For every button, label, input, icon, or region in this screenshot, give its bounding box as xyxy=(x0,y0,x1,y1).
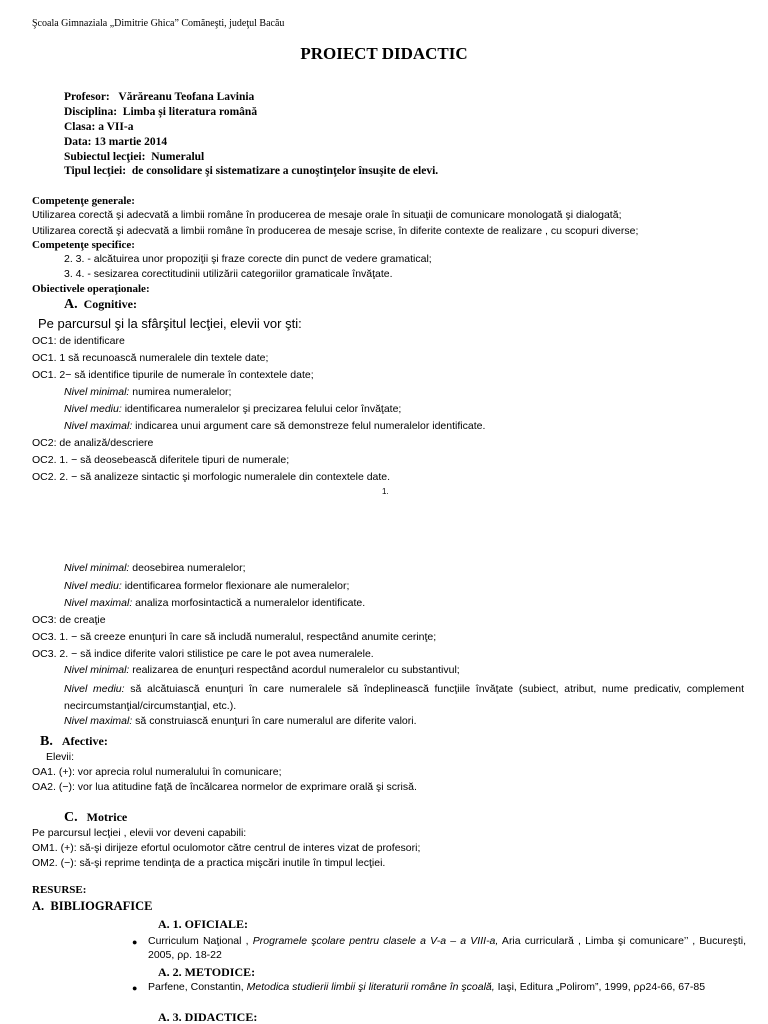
section-letter: B. xyxy=(40,734,53,749)
meta-value: Vărăreanu Teofana Lavinia xyxy=(118,91,255,103)
section-a-heading xyxy=(64,297,137,314)
bib-author: Parfene, Constantin, xyxy=(148,981,247,993)
meta-value: a VII-a xyxy=(98,121,134,133)
nivel-text: realizarea de enunţuri respectând acordul numeralelor cu substantivul; xyxy=(129,664,460,676)
meta-row xyxy=(64,91,254,105)
resurse-heading: RESURSE: xyxy=(32,884,87,896)
section-letter: C. xyxy=(64,810,78,825)
section-letter: A. xyxy=(64,297,78,312)
competenta-line: Utilizarea corectă şi adecvată a limbii române în producerea de mesaje scrise, în diferite contexte de realizare , cu scopuri diverse; xyxy=(32,225,639,237)
objective-line: OM2. (−): să-şi reprime tendinţa de a practica mişcări inutile în timpul lecţiei. xyxy=(32,857,386,869)
section-b-heading xyxy=(40,734,108,751)
meta-label: Profesor: xyxy=(64,91,110,103)
nivel-line xyxy=(64,420,485,433)
objective-line: OA2. (−): vor lua atitudine faţă de încălcarea normelor de exprimare orală şi scrisă. xyxy=(32,781,417,793)
bib-details: Iaşi, Editura „Polirom”, 1999, ρρ24-66, 67-85 xyxy=(494,981,706,993)
bibliography-item xyxy=(148,934,746,962)
nivel-label: Nivel maximal: xyxy=(64,420,133,432)
metodice-heading: A. 2. METODICE: xyxy=(158,965,256,979)
nivel-line xyxy=(64,403,401,416)
nivel-text: numirea numeralelor; xyxy=(129,386,232,398)
bib-author: Curriculum Naţional , xyxy=(148,935,253,947)
objective-line: OC3. 1. − să creeze enunţuri în care să includă numeralul, respectând anumite cerinţe; xyxy=(32,631,437,643)
section-title: Afective: xyxy=(61,734,108,748)
nivel-label: Nivel mediu: xyxy=(64,580,122,592)
oficiale-heading: A. 1. OFICIALE: xyxy=(158,917,249,931)
page-number: 1. xyxy=(382,487,389,496)
objective-line: OC1. 1 să recunoască numeralele din textele date; xyxy=(32,352,269,364)
oc1-heading: OC1: de identificare xyxy=(32,335,125,347)
nivel-label: Nivel maximal: xyxy=(64,597,133,609)
meta-value: Limba și literatura română xyxy=(122,106,258,118)
meta-value: Numeralul xyxy=(151,151,205,163)
didactice-heading: A. 3. DIDACTICE: xyxy=(158,1010,258,1024)
bib-title: Metodica studierii limbii şi literaturii române în şcoală, xyxy=(246,981,495,993)
objective-line: OC3. 2. − să indice diferite valori stilistice pe care le pot avea numeralele. xyxy=(32,648,374,660)
meta-label: Data: xyxy=(64,136,92,148)
competenta-line: 3. 4. - sesizarea corectitudinii utilizării categoriilor gramaticale învăţate. xyxy=(64,268,393,280)
objective-line: OA1. (+): vor aprecia rolul numeralului în comunicare; xyxy=(32,766,282,778)
nivel-text: analiza morfosintactică a numeralelor identificate. xyxy=(132,597,366,609)
nivel-line xyxy=(64,597,365,610)
meta-row xyxy=(64,136,167,150)
nivel-text: să construiască enunţuri în care numeralul are diferite valori. xyxy=(132,715,417,727)
page-title: PROIECT DIDACTIC xyxy=(300,44,468,63)
objective-line: OC2. 2. − să analizeze sintactic şi morfologic numeralele din contextele date. xyxy=(32,471,391,483)
nivel-text: identificarea formelor flexionare ale numeralelor; xyxy=(121,580,350,592)
nivel-line xyxy=(64,562,246,575)
obiective-heading: Obiectivele operaţionale: xyxy=(32,283,150,295)
bibliografice-heading xyxy=(32,899,153,914)
meta-value: 13 martie 2014 xyxy=(94,136,168,148)
nivel-line xyxy=(64,580,349,593)
bib-title: Programele şcolare pentru clasele a V-a – a VIII-a, xyxy=(252,935,499,947)
nivel-label: Nivel minimal: xyxy=(64,562,130,574)
objective-line: OM1. (+): să-şi dirijeze efortul oculomotor către centrul de interes vizat de profesori; xyxy=(32,842,421,854)
nivel-label: Nivel minimal: xyxy=(64,664,130,676)
nivel-text: deosebirea numeralelor; xyxy=(129,562,246,574)
motrice-intro: Pe parcursul lecţiei , elevii vor deveni capabili: xyxy=(32,827,247,839)
bullet-icon: ● xyxy=(132,983,138,993)
nivel-label: Nivel maximal: xyxy=(64,715,133,727)
oc2-heading: OC2: de analiză/descriere xyxy=(32,437,154,449)
bib-details: Aria curriculară , Limba şi comunicare’’ , Bucureşti, 2005, ρρ. 18-22 xyxy=(148,935,746,961)
bullet-icon: ● xyxy=(132,937,138,947)
oc3-heading: OC3: de creaţie xyxy=(32,614,106,626)
competente-generale-heading: Competenţe generale: xyxy=(32,195,135,207)
nivel-line xyxy=(64,681,744,715)
section-title: Cognitive: xyxy=(83,297,137,311)
objective-line: OC2. 1. − să deosebească diferitele tipuri de numerale; xyxy=(32,454,290,466)
nivel-line xyxy=(64,715,417,728)
meta-label: Clasa: xyxy=(64,121,96,133)
section-title: Motrice xyxy=(86,810,128,824)
nivel-line xyxy=(64,386,231,399)
cognitive-intro: Pe parcursul şi la sfârşitul lecţiei, elevii vor şti: xyxy=(38,316,302,331)
nivel-line xyxy=(64,664,460,677)
nivel-text: indicarea unui argument care să demonstreze felul numeralelor identificate. xyxy=(132,420,486,432)
meta-row xyxy=(64,121,133,135)
section-letter: A. xyxy=(32,899,45,913)
afective-intro: Elevii: xyxy=(46,751,75,763)
meta-row xyxy=(64,165,438,179)
competenta-line: Utilizarea corectă şi adecvată a limbii române în producerea de mesaje orale în situaţii de comunicare monologată şi dialogată; xyxy=(32,209,622,221)
nivel-text: identificarea numeralelor şi precizarea felului celor învăţate; xyxy=(121,403,402,415)
meta-label: Disciplina: xyxy=(64,106,118,118)
competente-specifice-heading: Competenţe specifice: xyxy=(32,239,135,251)
school-header: Şcoala Gimnaziala „Dimitrie Ghica” Comăneşti, judeţul Bacău xyxy=(32,18,285,29)
meta-label: Tipul lecţiei: xyxy=(64,165,127,177)
nivel-label: Nivel mediu: xyxy=(64,683,125,695)
meta-row xyxy=(64,106,257,120)
section-c-heading xyxy=(64,810,127,827)
bibliography-item xyxy=(148,980,746,994)
meta-value: de consolidare şi sistematizare a cunoştinţelor însuşite de elevi. xyxy=(131,165,439,177)
meta-row xyxy=(64,151,204,165)
objective-line: OC1. 2− să identifice tipurile de numerale în contextele date; xyxy=(32,369,314,381)
competenta-line: 2. 3. - alcătuirea unor propoziţii şi fraze corecte din punct de vedere gramatical; xyxy=(64,253,432,265)
nivel-label: Nivel minimal: xyxy=(64,386,130,398)
meta-label: Subiectul lecţiei: xyxy=(64,151,146,163)
nivel-text: să alcătuiască enunţuri în care numeralele să îndeplinească funcţiile învăţate (subiect, atribut, nume predicativ, complement necircumstanţial/circumstanţial, etc.). xyxy=(64,683,744,712)
section-title: BIBLIOGRAFICE xyxy=(50,899,153,913)
nivel-label: Nivel mediu: xyxy=(64,403,122,415)
